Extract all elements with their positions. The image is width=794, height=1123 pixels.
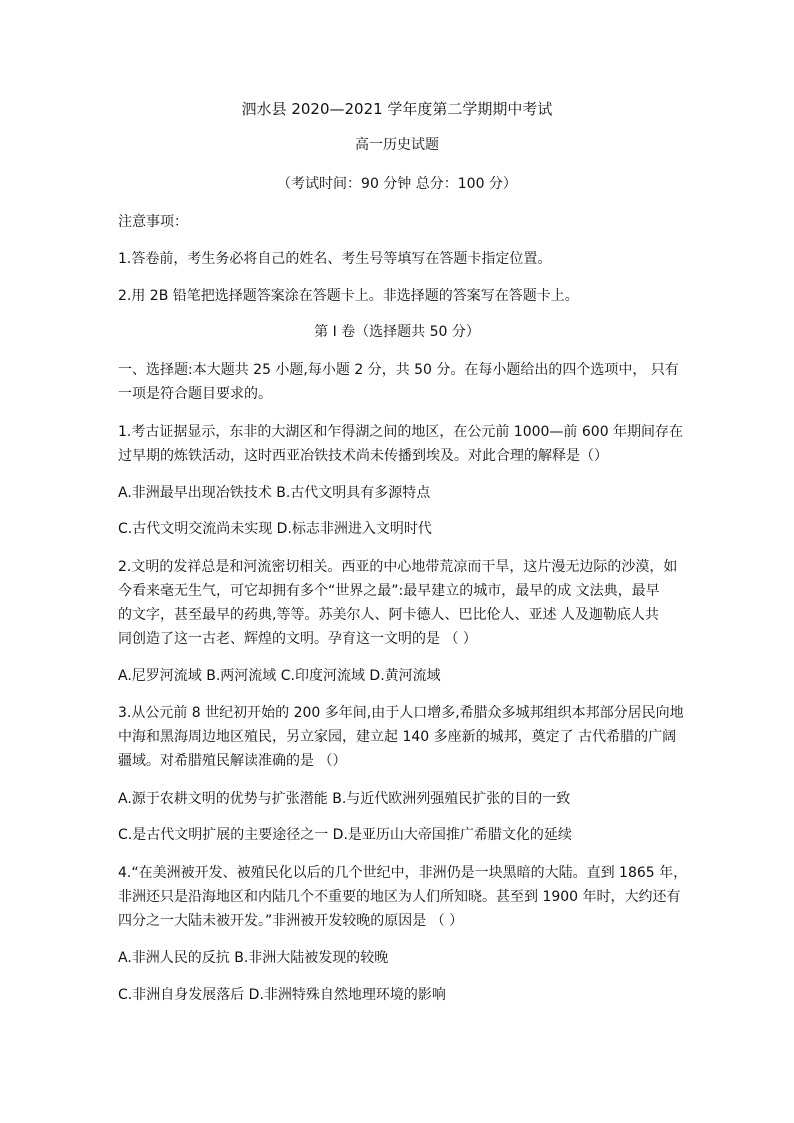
question-3-stem: 3.从公元前 8 世纪初开始的 200 多年间,由于人口增多,希腊众多城邦组织本邦部分居民向地 — [118, 705, 684, 721]
note-item: 2.用 2B 铅笔把选择题答案涂在答题卡上。非选择题的答案写在答题卡上。 — [118, 288, 579, 304]
question-4-options: A.非洲人民的反抗 B.非洲大陆被发现的较晚 — [118, 950, 389, 966]
exam-title: 泗水县 2020—2021 学年度第二学期期中考试 — [241, 100, 553, 118]
exam-info: （考试时间：90 分钟 总分：100 分） — [277, 176, 517, 192]
question-3-options: C.是古代文明扩展的主要途径之一 D.是亚历山大帝国推广希腊文化的延续 — [118, 827, 572, 843]
question-1-stem: 过早期的炼铁活动，这时西亚冶铁技术尚未传播到埃及。对此合理的解释是（） — [118, 448, 608, 464]
question-4-stem: 非洲还只是沿海地区和内陆几个不重要的地区为人们所知晓。甚至到 1900 年时，大约还有 — [118, 889, 681, 905]
question-2-stem: 同创造了这一古老、辉煌的文明。孕育这一文明的是 （ ） — [118, 631, 477, 647]
question-4-stem: 4.“在美洲被开发、被殖民化以后的几个世纪中，非洲仍是一块黑暗的大陆。直到 1865 年， — [118, 865, 688, 881]
question-3-stem: 疆域。对希腊殖民解读准确的是 （） — [118, 753, 347, 769]
question-4-stem: 四分之一大陆未被开发。”非洲被开发较晚的原因是 （ ） — [118, 913, 464, 929]
section-instructions: 一项是符合题目要求的。 — [118, 386, 272, 402]
section-title: 第 I 卷（选择题共 50 分） — [314, 324, 480, 340]
question-1-options: A.非洲最早出现冶铁技术 B.古代文明具有多源特点 — [118, 485, 431, 501]
section-instructions: 一、选择题:本大题共 25 小题,每小题 2 分，共 50 分。在每小题给出的四个选项中， 只有 — [118, 362, 679, 378]
notes-heading: 注意事项： — [118, 214, 188, 230]
question-3-options: A.源于农耕文明的优势与扩张潜能 B.与近代欧洲列强殖民扩张的目的一致 — [118, 791, 571, 807]
question-1-stem: 1.考古证据显示，东非的大湖区和乍得湖之间的地区，在公元前 1000—前 600 年期间存在 — [118, 424, 684, 440]
question-2-stem: 2.文明的发祥总是和河流密切相关。西亚的中心地带荒凉而干旱，这片漫无边际的沙漠，如 — [118, 559, 678, 575]
question-2-options: A.尼罗河流域 B.两河流域 C.印度河流域 D.黄河流域 — [118, 668, 441, 684]
question-1-options: C.古代文明交流尚未实现 D.标志非洲进入文明时代 — [118, 521, 432, 537]
exam-subtitle: 高一历史试题 — [355, 137, 439, 153]
note-item: 1.答卷前，考生务必将自己的姓名、考生号等填写在答题卡指定位置。 — [118, 251, 552, 267]
question-2-stem: 今看来毫无生气，可它却拥有多个“世界之最”:最早建立的城市，最早的成 文法典，最早 — [118, 583, 660, 599]
question-3-stem: 中海和黑海周边地区殖民，另立家园，建立起 140 多座新的城邦，奠定了 古代希腊的广阔 — [118, 729, 677, 745]
question-2-stem: 的文字，甚至最早的药典,等等。苏美尔人、阿卡德人、巴比伦人、亚述 人及迦勒底人共 — [118, 607, 659, 623]
question-4-options: C.非洲自身发展落后 D.非洲特殊自然地理环境的影响 — [118, 987, 446, 1003]
